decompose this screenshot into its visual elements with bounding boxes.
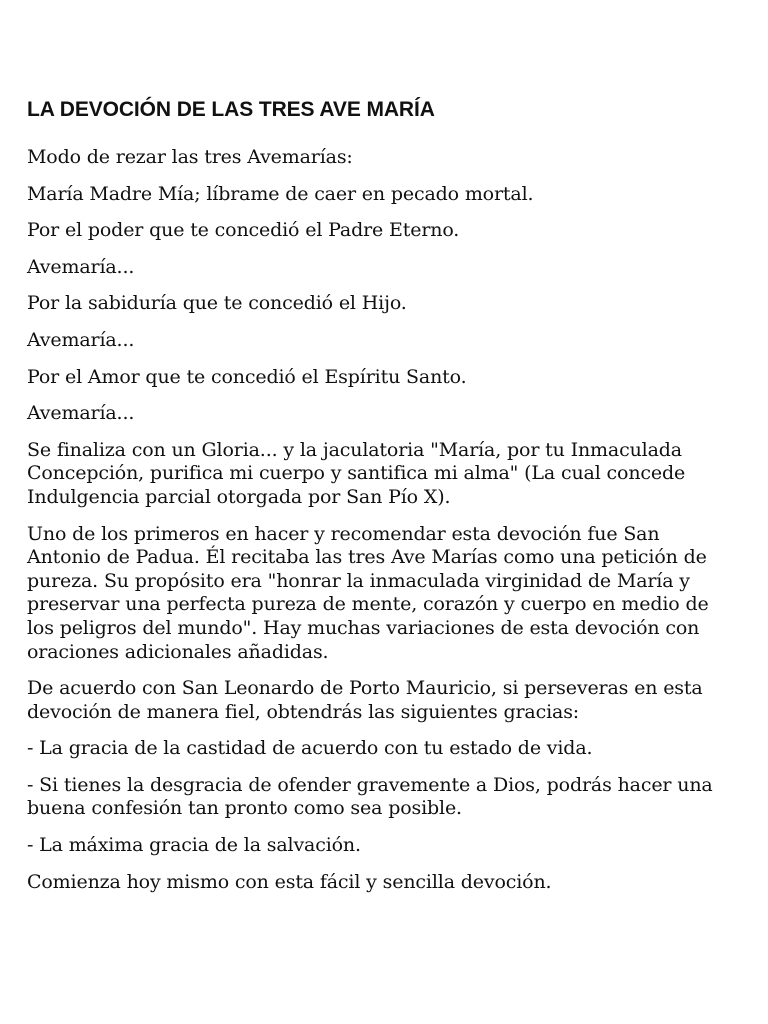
paragraph-closing: Comienza hoy mismo con esta fácil y sencilla devoción.: [27, 870, 552, 893]
paragraph-graces-intro: De acuerdo con San Leonardo de Porto Mauricio, si perseveras en esta devoción de manera fiel, obtendrás las siguientes gracias:: [27, 677, 703, 723]
paragraph-grace-1: - La gracia de la castidad de acuerdo con tu estado de vida.: [27, 737, 593, 760]
paragraph-gloria: Se finaliza con un Gloria... y la jaculatoria "María, por tu Inmaculada Concepción, purifica mi cuerpo y santifica mi alma" (La cual concede Indulgencia parcial otorgada por San Pío X).: [27, 438, 686, 508]
paragraph-avemaria-1: Avemaría...: [27, 255, 135, 278]
paragraph-grace-2: - Si tienes la desgracia de ofender gravemente a Dios, podrás hacer una buena confesión tan pronto como sea posible.: [27, 773, 713, 820]
document-page: [27, 96, 727, 907]
paragraph-history: Uno de los primeros en hacer y recomendar esta devoción fue San Antonio de Padua. Él recitaba las tres Ave Marías como una petición de pureza. Su propósito era "honrar la inmaculada virginidad de María y preservar una perfecta pureza de mente, corazón y cuerpo en medio de los peligros del mundo". Hay muchas variaciones de esta devoción con oraciones adicionales añadidas.: [27, 522, 709, 663]
paragraph-prayer-line-1: María Madre Mía; líbrame de caer en pecado mortal.: [27, 182, 534, 205]
paragraph-prayer-line-3: Por la sabiduría que te concedió el Hijo.: [27, 292, 407, 315]
paragraph-avemaria-3: Avemaría...: [27, 402, 135, 425]
paragraph-prayer-line-2: Por el poder que te concedió el Padre Eterno.: [27, 219, 460, 242]
paragraph-avemaria-2: Avemaría...: [27, 328, 135, 351]
paragraph-prayer-line-4: Por el Amor que te concedió el Espíritu Santo.: [27, 365, 467, 388]
page-title: LA DEVOCIÓN DE LAS TRES AVE MARÍA: [27, 98, 435, 121]
paragraph-intro: Modo de rezar las tres Avemarías:: [27, 146, 353, 168]
paragraph-grace-3: - La máxima gracia de la salvación.: [27, 834, 361, 857]
